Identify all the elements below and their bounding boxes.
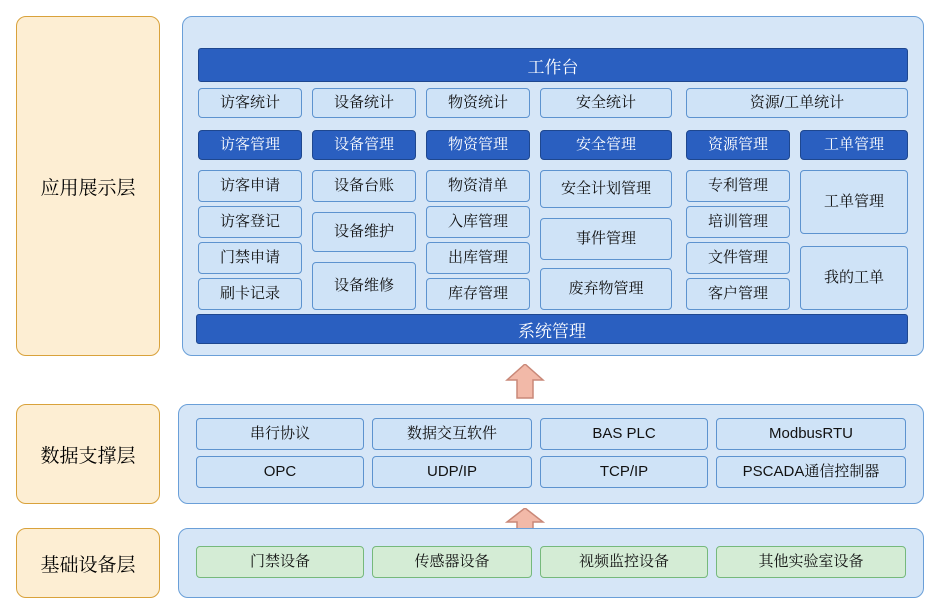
- module-header-workorder[interactable]: [800, 130, 908, 160]
- module-item-workorder-management[interactable]: [800, 170, 908, 234]
- layer-label-device: [16, 528, 160, 598]
- module-item-workorder-management-label: 工单管理: [823, 193, 884, 210]
- data-cell-pscada-controller[interactable]: [716, 456, 906, 488]
- workbench-bar[interactable]: [198, 48, 908, 82]
- system-management-bar[interactable]: [196, 314, 908, 344]
- module-item-inbound-label: 入库管理: [447, 213, 508, 230]
- stat-cell-visitor-label: 访客统计: [219, 94, 280, 111]
- module-item-waste-management-label: 废弃物管理: [568, 280, 644, 297]
- module-item-material-list-label: 物资清单: [447, 177, 508, 194]
- module-header-material-label: 物资管理: [447, 136, 508, 153]
- device-cell-video-surveillance[interactable]: [540, 546, 708, 578]
- stat-cell-material-label: 物资统计: [447, 94, 508, 111]
- layer-label-data-text: 数据支撑层: [40, 445, 136, 467]
- stat-cell-safety[interactable]: [540, 88, 672, 118]
- module-item-patent-label: 专利管理: [707, 177, 768, 194]
- module-item-equipment-ledger-label: 设备台账: [333, 177, 394, 194]
- stat-cell-material[interactable]: [426, 88, 530, 118]
- module-item-inbound[interactable]: [426, 206, 530, 238]
- module-item-my-workorder[interactable]: [800, 246, 908, 310]
- module-item-event-management[interactable]: [540, 218, 672, 260]
- module-header-safety-label: 安全管理: [575, 136, 636, 153]
- module-item-safety-plan-label: 安全计划管理: [560, 180, 651, 197]
- device-cell-other-lab-equipment-label: 其他实验室设备: [758, 553, 864, 570]
- module-header-material[interactable]: [426, 130, 530, 160]
- data-cell-modbusrtu[interactable]: [716, 418, 906, 450]
- stat-cell-visitor[interactable]: [198, 88, 302, 118]
- stat-cell-equipment[interactable]: [312, 88, 416, 118]
- module-header-safety[interactable]: [540, 130, 672, 160]
- module-header-resource[interactable]: [686, 130, 790, 160]
- module-item-visitor-application[interactable]: [198, 170, 302, 202]
- module-item-outbound[interactable]: [426, 242, 530, 274]
- module-header-resource-label: 资源管理: [707, 136, 768, 153]
- module-item-training[interactable]: [686, 206, 790, 238]
- device-cell-access-control-label: 门禁设备: [249, 553, 310, 570]
- module-item-safety-plan[interactable]: [540, 170, 672, 208]
- module-header-visitor[interactable]: [198, 130, 302, 160]
- workbench-bar-label: 工作台: [527, 57, 579, 77]
- module-item-visitor-registration[interactable]: [198, 206, 302, 238]
- stat-cell-resource-workorder[interactable]: [686, 88, 908, 118]
- data-cell-data-exchange-software[interactable]: [372, 418, 532, 450]
- device-cell-sensor-label: 传感器设备: [414, 553, 490, 570]
- data-cell-serial-protocol-label: 串行协议: [249, 425, 310, 442]
- stat-cell-safety-label: 安全统计: [575, 94, 636, 111]
- module-item-material-list[interactable]: [426, 170, 530, 202]
- data-cell-udp-ip-label: UDP/IP: [426, 463, 477, 480]
- module-header-workorder-label: 工单管理: [823, 136, 884, 153]
- data-cell-tcp-ip-label: TCP/IP: [599, 463, 649, 480]
- module-header-equipment-label: 设备管理: [333, 136, 394, 153]
- layer-label-device-text: 基础设备层: [40, 554, 136, 576]
- module-item-visitor-application-label: 访客申请: [219, 177, 280, 194]
- module-item-outbound-label: 出库管理: [447, 249, 508, 266]
- layer-label-application: [16, 16, 160, 356]
- data-cell-data-exchange-software-label: 数据交互软件: [406, 425, 497, 442]
- data-cell-opc[interactable]: [196, 456, 364, 488]
- module-item-waste-management[interactable]: [540, 268, 672, 310]
- data-cell-bas-plc[interactable]: [540, 418, 708, 450]
- module-item-my-workorder-label: 我的工单: [823, 269, 884, 286]
- module-item-visitor-registration-label: 访客登记: [219, 213, 280, 230]
- stat-cell-equipment-label: 设备统计: [333, 94, 394, 111]
- module-item-equipment-repair[interactable]: [312, 262, 416, 310]
- layer-label-data: [16, 404, 160, 504]
- data-cell-opc-label: OPC: [263, 463, 297, 480]
- stat-cell-resource-workorder-label: 资源/工单统计: [749, 94, 845, 111]
- data-cell-modbusrtu-label: ModbusRTU: [769, 425, 853, 442]
- module-item-equipment-maintenance[interactable]: [312, 212, 416, 252]
- layer-label-application-text: 应用展示层: [40, 177, 136, 199]
- module-item-card-records-label: 刷卡记录: [219, 285, 280, 302]
- module-item-training-label: 培训管理: [707, 213, 768, 230]
- data-cell-tcp-ip[interactable]: [540, 456, 708, 488]
- system-management-bar-label: 系统管理: [518, 321, 586, 341]
- module-item-patent[interactable]: [686, 170, 790, 202]
- module-item-file[interactable]: [686, 242, 790, 274]
- module-header-equipment[interactable]: [312, 130, 416, 160]
- module-item-event-management-label: 事件管理: [575, 230, 636, 247]
- module-item-equipment-repair-label: 设备维修: [333, 277, 394, 294]
- module-item-inventory-label: 库存管理: [447, 285, 508, 302]
- module-item-card-records[interactable]: [198, 278, 302, 310]
- module-header-visitor-label: 访客管理: [219, 136, 280, 153]
- data-cell-udp-ip[interactable]: [372, 456, 532, 488]
- data-cell-bas-plc-label: BAS PLC: [592, 425, 656, 442]
- data-cell-serial-protocol[interactable]: [196, 418, 364, 450]
- module-item-access-application-label: 门禁申请: [219, 249, 280, 266]
- module-item-access-application[interactable]: [198, 242, 302, 274]
- module-item-equipment-maintenance-label: 设备维护: [333, 223, 394, 240]
- data-cell-pscada-controller-label: PSCADA通信控制器: [742, 463, 880, 480]
- module-item-file-label: 文件管理: [707, 249, 768, 266]
- module-item-equipment-ledger[interactable]: [312, 170, 416, 202]
- device-cell-sensor[interactable]: [372, 546, 532, 578]
- module-item-inventory[interactable]: [426, 278, 530, 310]
- module-item-customer-label: 客户管理: [707, 285, 768, 302]
- device-cell-access-control[interactable]: [196, 546, 364, 578]
- module-item-customer[interactable]: [686, 278, 790, 310]
- device-cell-other-lab-equipment[interactable]: [716, 546, 906, 578]
- device-cell-video-surveillance-label: 视频监控设备: [578, 553, 669, 570]
